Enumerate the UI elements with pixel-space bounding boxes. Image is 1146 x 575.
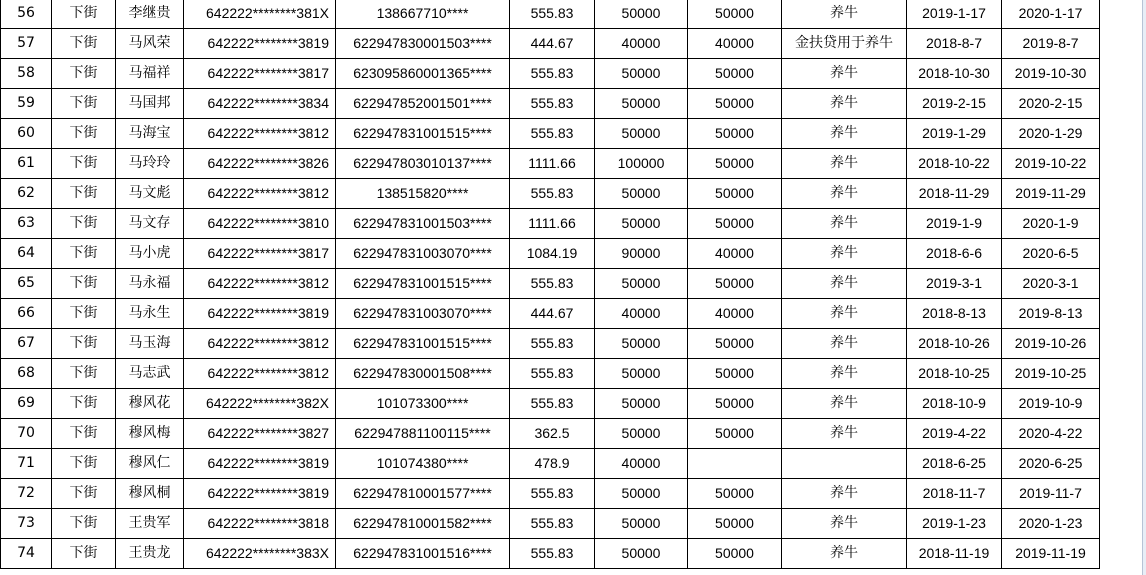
village-cell[interactable]: 下街 — [52, 539, 116, 569]
account-cell[interactable]: 622947881100115**** — [336, 419, 510, 449]
purpose-cell[interactable]: 养牛 — [782, 239, 907, 269]
end-date-cell[interactable]: 2019-11-29 — [1002, 179, 1100, 209]
village-cell[interactable]: 下街 — [52, 299, 116, 329]
interest-cell[interactable]: 444.67 — [510, 29, 595, 59]
amount-cell[interactable]: 50000 — [595, 59, 688, 89]
row-number-cell[interactable]: 66 — [1, 299, 52, 329]
account-cell[interactable]: 138515820**** — [336, 179, 510, 209]
loan-cell[interactable] — [688, 449, 782, 479]
row-number-cell[interactable]: 67 — [1, 329, 52, 359]
end-date-cell[interactable]: 2020-1-9 — [1002, 209, 1100, 239]
loan-cell[interactable]: 40000 — [688, 299, 782, 329]
row-number-cell[interactable]: 74 — [1, 539, 52, 569]
amount-cell[interactable]: 50000 — [595, 479, 688, 509]
account-cell[interactable]: 622947831003070**** — [336, 239, 510, 269]
end-date-cell[interactable]: 2019-10-22 — [1002, 149, 1100, 179]
end-date-cell[interactable]: 2020-1-23 — [1002, 509, 1100, 539]
id-number-cell[interactable]: 642222********3817 — [184, 239, 336, 269]
start-date-cell[interactable]: 2018-8-13 — [907, 299, 1002, 329]
village-cell[interactable]: 下街 — [52, 119, 116, 149]
id-number-cell[interactable]: 642222********3827 — [184, 419, 336, 449]
name-cell[interactable]: 穆风花 — [116, 389, 184, 419]
village-cell[interactable]: 下街 — [52, 179, 116, 209]
loan-cell[interactable]: 50000 — [688, 479, 782, 509]
purpose-cell[interactable]: 养牛 — [782, 269, 907, 299]
account-cell[interactable]: 101074380**** — [336, 449, 510, 479]
interest-cell[interactable]: 1084.19 — [510, 239, 595, 269]
name-cell[interactable]: 马海宝 — [116, 119, 184, 149]
amount-cell[interactable]: 50000 — [595, 0, 688, 29]
table-row — [1, 509, 1100, 539]
account-cell[interactable]: 622947831001515**** — [336, 119, 510, 149]
name-cell[interactable]: 马永生 — [116, 299, 184, 329]
id-number-cell[interactable]: 642222********383X — [184, 539, 336, 569]
interest-cell[interactable]: 555.83 — [510, 59, 595, 89]
name-cell[interactable]: 马玉海 — [116, 329, 184, 359]
start-date-cell[interactable]: 2018-10-25 — [907, 359, 1002, 389]
village-cell[interactable]: 下街 — [52, 419, 116, 449]
account-cell[interactable]: 622947852001501**** — [336, 89, 510, 119]
village-cell[interactable]: 下街 — [52, 239, 116, 269]
table-row — [1, 179, 1100, 209]
start-date-cell[interactable]: 2018-6-25 — [907, 449, 1002, 479]
name-cell[interactable]: 马国邦 — [116, 89, 184, 119]
purpose-cell[interactable]: 养牛 — [782, 389, 907, 419]
amount-cell[interactable]: 40000 — [595, 449, 688, 479]
table-row — [1, 389, 1100, 419]
loan-cell[interactable]: 50000 — [688, 209, 782, 239]
start-date-cell[interactable]: 2019-4-22 — [907, 419, 1002, 449]
loan-cell[interactable]: 50000 — [688, 539, 782, 569]
loan-cell[interactable]: 50000 — [688, 89, 782, 119]
id-number-cell[interactable]: 642222********3819 — [184, 299, 336, 329]
end-date-cell[interactable]: 2019-8-13 — [1002, 299, 1100, 329]
start-date-cell[interactable]: 2019-1-17 — [907, 0, 1002, 29]
row-number-cell[interactable]: 68 — [1, 359, 52, 389]
table-body — [1, 0, 1100, 569]
name-cell[interactable]: 马文存 — [116, 209, 184, 239]
interest-cell[interactable]: 555.83 — [510, 89, 595, 119]
loan-cell[interactable]: 50000 — [688, 149, 782, 179]
id-number-cell[interactable]: 642222********3819 — [184, 479, 336, 509]
amount-cell[interactable]: 50000 — [595, 269, 688, 299]
row-number-cell[interactable]: 60 — [1, 119, 52, 149]
account-cell[interactable]: 622947810001582**** — [336, 509, 510, 539]
end-date-cell[interactable]: 2020-4-22 — [1002, 419, 1100, 449]
purpose-cell[interactable] — [782, 449, 907, 479]
id-number-cell[interactable]: 642222********381X — [184, 0, 336, 29]
village-cell[interactable]: 下街 — [52, 449, 116, 479]
end-date-cell[interactable]: 2019-11-7 — [1002, 479, 1100, 509]
loan-cell[interactable]: 50000 — [688, 119, 782, 149]
purpose-cell[interactable]: 养牛 — [782, 89, 907, 119]
loan-cell[interactable]: 40000 — [688, 239, 782, 269]
id-number-cell[interactable]: 642222********3819 — [184, 449, 336, 479]
name-cell[interactable]: 李继贵 — [116, 0, 184, 29]
table-row — [1, 269, 1100, 299]
purpose-cell[interactable]: 金扶贷用于养牛 — [782, 29, 907, 59]
loan-cell[interactable]: 50000 — [688, 419, 782, 449]
start-date-cell[interactable]: 2019-2-15 — [907, 89, 1002, 119]
purpose-cell[interactable]: 养牛 — [782, 419, 907, 449]
amount-cell[interactable]: 100000 — [595, 149, 688, 179]
row-number-cell[interactable]: 70 — [1, 419, 52, 449]
interest-cell[interactable]: 555.83 — [510, 509, 595, 539]
id-number-cell[interactable]: 642222********3810 — [184, 209, 336, 239]
account-cell[interactable]: 622947831001503**** — [336, 209, 510, 239]
end-date-cell[interactable]: 2019-10-26 — [1002, 329, 1100, 359]
interest-cell[interactable]: 555.83 — [510, 539, 595, 569]
scrollbar-edge[interactable] — [1142, 0, 1146, 575]
id-number-cell[interactable]: 642222********3812 — [184, 179, 336, 209]
table-row — [1, 209, 1100, 239]
loan-cell[interactable]: 50000 — [688, 359, 782, 389]
end-date-cell[interactable]: 2020-1-29 — [1002, 119, 1100, 149]
account-cell[interactable]: 623095860001365**** — [336, 59, 510, 89]
village-cell[interactable]: 下街 — [52, 209, 116, 239]
interest-cell[interactable]: 1111.66 — [510, 149, 595, 179]
village-cell[interactable]: 下街 — [52, 29, 116, 59]
amount-cell[interactable]: 50000 — [595, 419, 688, 449]
interest-cell[interactable]: 555.83 — [510, 479, 595, 509]
purpose-cell[interactable]: 养牛 — [782, 299, 907, 329]
row-number-cell[interactable]: 56 — [1, 0, 52, 29]
start-date-cell[interactable]: 2018-10-22 — [907, 149, 1002, 179]
village-cell[interactable]: 下街 — [52, 89, 116, 119]
row-number-cell[interactable]: 63 — [1, 209, 52, 239]
amount-cell[interactable]: 50000 — [595, 179, 688, 209]
purpose-cell[interactable]: 养牛 — [782, 359, 907, 389]
id-number-cell[interactable]: 642222********3817 — [184, 59, 336, 89]
name-cell[interactable]: 马小虎 — [116, 239, 184, 269]
account-cell[interactable]: 101073300**** — [336, 389, 510, 419]
id-number-cell[interactable]: 642222********3819 — [184, 29, 336, 59]
purpose-cell[interactable]: 养牛 — [782, 509, 907, 539]
interest-cell[interactable]: 555.83 — [510, 329, 595, 359]
loan-cell[interactable]: 50000 — [688, 179, 782, 209]
interest-cell[interactable]: 444.67 — [510, 299, 595, 329]
loan-cell[interactable]: 50000 — [688, 269, 782, 299]
purpose-cell[interactable]: 养牛 — [782, 539, 907, 569]
table-row — [1, 239, 1100, 269]
table-row — [1, 419, 1100, 449]
table-row — [1, 89, 1100, 119]
name-cell[interactable]: 马玲玲 — [116, 149, 184, 179]
end-date-cell[interactable]: 2020-6-5 — [1002, 239, 1100, 269]
table-row — [1, 449, 1100, 479]
village-cell[interactable]: 下街 — [52, 0, 116, 29]
name-cell[interactable]: 马福祥 — [116, 59, 184, 89]
row-number-cell[interactable]: 64 — [1, 239, 52, 269]
row-number-cell[interactable]: 58 — [1, 59, 52, 89]
name-cell[interactable]: 穆风梅 — [116, 419, 184, 449]
id-number-cell[interactable]: 642222********3812 — [184, 119, 336, 149]
village-cell[interactable]: 下街 — [52, 509, 116, 539]
village-cell[interactable]: 下街 — [52, 59, 116, 89]
account-cell[interactable]: 622947830001508**** — [336, 359, 510, 389]
table-row — [1, 479, 1100, 509]
start-date-cell[interactable]: 2019-1-23 — [907, 509, 1002, 539]
loan-cell[interactable]: 40000 — [688, 29, 782, 59]
purpose-cell[interactable]: 养牛 — [782, 179, 907, 209]
interest-cell[interactable]: 555.83 — [510, 269, 595, 299]
start-date-cell[interactable]: 2019-1-9 — [907, 209, 1002, 239]
purpose-cell[interactable]: 养牛 — [782, 119, 907, 149]
table-row — [1, 59, 1100, 89]
id-number-cell[interactable]: 642222********3812 — [184, 269, 336, 299]
amount-cell[interactable]: 50000 — [595, 209, 688, 239]
table-row — [1, 359, 1100, 389]
village-cell[interactable]: 下街 — [52, 149, 116, 179]
interest-cell[interactable]: 555.83 — [510, 389, 595, 419]
interest-cell[interactable]: 1111.66 — [510, 209, 595, 239]
village-cell[interactable]: 下街 — [52, 269, 116, 299]
table-row — [1, 29, 1100, 59]
account-cell[interactable]: 622947803010137**** — [336, 149, 510, 179]
id-number-cell[interactable]: 642222********3834 — [184, 89, 336, 119]
interest-cell[interactable]: 555.83 — [510, 359, 595, 389]
start-date-cell[interactable]: 2018-11-7 — [907, 479, 1002, 509]
loan-cell[interactable]: 50000 — [688, 389, 782, 419]
start-date-cell[interactable]: 2018-11-19 — [907, 539, 1002, 569]
village-cell[interactable]: 下街 — [52, 329, 116, 359]
end-date-cell[interactable]: 2019-10-30 — [1002, 59, 1100, 89]
name-cell[interactable]: 王贵龙 — [116, 539, 184, 569]
end-date-cell[interactable]: 2019-11-19 — [1002, 539, 1100, 569]
amount-cell[interactable]: 50000 — [595, 89, 688, 119]
purpose-cell[interactable]: 养牛 — [782, 209, 907, 239]
end-date-cell[interactable]: 2020-6-25 — [1002, 449, 1100, 479]
purpose-cell[interactable]: 养牛 — [782, 149, 907, 179]
village-cell[interactable]: 下街 — [52, 479, 116, 509]
id-number-cell[interactable]: 642222********382X — [184, 389, 336, 419]
purpose-cell[interactable]: 养牛 — [782, 479, 907, 509]
account-cell[interactable]: 622947831001515**** — [336, 269, 510, 299]
table-row — [1, 539, 1100, 569]
name-cell[interactable]: 王贵军 — [116, 509, 184, 539]
account-cell[interactable]: 622947831003070**** — [336, 299, 510, 329]
row-number-cell[interactable]: 72 — [1, 479, 52, 509]
table-row — [1, 0, 1100, 29]
end-date-cell[interactable]: 2020-3-1 — [1002, 269, 1100, 299]
amount-cell[interactable]: 50000 — [595, 509, 688, 539]
name-cell[interactable]: 马文彪 — [116, 179, 184, 209]
amount-cell[interactable]: 50000 — [595, 119, 688, 149]
name-cell[interactable]: 马永福 — [116, 269, 184, 299]
interest-cell[interactable]: 555.83 — [510, 119, 595, 149]
loan-cell[interactable]: 50000 — [688, 509, 782, 539]
amount-cell[interactable]: 50000 — [595, 359, 688, 389]
row-number-cell[interactable]: 57 — [1, 29, 52, 59]
name-cell[interactable]: 马风荣 — [116, 29, 184, 59]
table-row — [1, 119, 1100, 149]
account-cell[interactable]: 622947810001577**** — [336, 479, 510, 509]
start-date-cell[interactable]: 2018-10-30 — [907, 59, 1002, 89]
start-date-cell[interactable]: 2019-1-29 — [907, 119, 1002, 149]
end-date-cell[interactable]: 2020-1-17 — [1002, 0, 1100, 29]
row-number-cell[interactable]: 69 — [1, 389, 52, 419]
row-number-cell[interactable]: 71 — [1, 449, 52, 479]
start-date-cell[interactable]: 2019-3-1 — [907, 269, 1002, 299]
amount-cell[interactable]: 40000 — [595, 29, 688, 59]
table-row — [1, 329, 1100, 359]
id-number-cell[interactable]: 642222********3818 — [184, 509, 336, 539]
row-number-cell[interactable]: 65 — [1, 269, 52, 299]
end-date-cell[interactable]: 2019-10-25 — [1002, 359, 1100, 389]
loan-cell[interactable]: 50000 — [688, 329, 782, 359]
start-date-cell[interactable]: 2018-10-26 — [907, 329, 1002, 359]
start-date-cell[interactable]: 2018-11-29 — [907, 179, 1002, 209]
purpose-cell[interactable]: 养牛 — [782, 0, 907, 29]
account-cell[interactable]: 622947830001503**** — [336, 29, 510, 59]
id-number-cell[interactable]: 642222********3812 — [184, 359, 336, 389]
end-date-cell[interactable]: 2019-8-7 — [1002, 29, 1100, 59]
interest-cell[interactable]: 478.9 — [510, 449, 595, 479]
name-cell[interactable]: 穆风仁 — [116, 449, 184, 479]
row-number-cell[interactable]: 62 — [1, 179, 52, 209]
row-number-cell[interactable]: 73 — [1, 509, 52, 539]
start-date-cell[interactable]: 2018-10-9 — [907, 389, 1002, 419]
amount-cell[interactable]: 50000 — [595, 539, 688, 569]
table-row — [1, 299, 1100, 329]
row-number-cell[interactable]: 59 — [1, 89, 52, 119]
amount-cell[interactable]: 90000 — [595, 239, 688, 269]
name-cell[interactable]: 穆风桐 — [116, 479, 184, 509]
amount-cell[interactable]: 50000 — [595, 329, 688, 359]
end-date-cell[interactable]: 2019-10-9 — [1002, 389, 1100, 419]
account-cell[interactable]: 622947831001516**** — [336, 539, 510, 569]
start-date-cell[interactable]: 2018-6-6 — [907, 239, 1002, 269]
account-cell[interactable]: 138667710**** — [336, 0, 510, 29]
village-cell[interactable]: 下街 — [52, 389, 116, 419]
loan-cell[interactable]: 50000 — [688, 0, 782, 29]
account-cell[interactable]: 622947831001515**** — [336, 329, 510, 359]
amount-cell[interactable]: 40000 — [595, 299, 688, 329]
interest-cell[interactable]: 362.5 — [510, 419, 595, 449]
amount-cell[interactable]: 50000 — [595, 389, 688, 419]
loan-cell[interactable]: 50000 — [688, 59, 782, 89]
name-cell[interactable]: 马志武 — [116, 359, 184, 389]
end-date-cell[interactable]: 2020-2-15 — [1002, 89, 1100, 119]
id-number-cell[interactable]: 642222********3826 — [184, 149, 336, 179]
table-row — [1, 149, 1100, 179]
purpose-cell[interactable]: 养牛 — [782, 329, 907, 359]
interest-cell[interactable]: 555.83 — [510, 0, 595, 29]
purpose-cell[interactable]: 养牛 — [782, 59, 907, 89]
village-cell[interactable]: 下街 — [52, 359, 116, 389]
id-number-cell[interactable]: 642222********3812 — [184, 329, 336, 359]
interest-cell[interactable]: 555.83 — [510, 179, 595, 209]
start-date-cell[interactable]: 2018-8-7 — [907, 29, 1002, 59]
row-number-cell[interactable]: 61 — [1, 149, 52, 179]
